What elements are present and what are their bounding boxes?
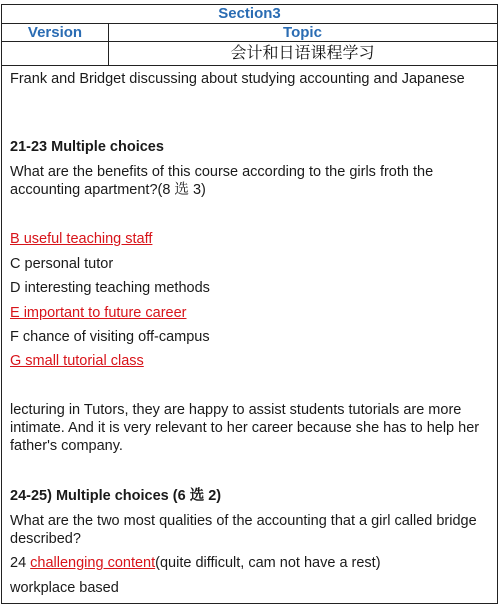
q2-answer-line-2: workplace based	[10, 580, 119, 596]
q2-line1-suffix: (quite difficult, cam not have a rest)	[155, 555, 381, 571]
option-b: B useful teaching staff	[10, 231, 153, 247]
topic-value: 会计和日语课程学习	[230, 45, 375, 62]
option-g: G small tutorial class	[10, 353, 144, 369]
q2-heading: 24-25) Multiple choices (6 选 2)	[10, 488, 222, 504]
option-e: E important to future career	[10, 305, 187, 321]
q2-answer-line-24	[10, 554, 492, 572]
version-label: Version	[2, 24, 108, 42]
topic-label: Topic	[108, 24, 497, 42]
section-title: Section3	[2, 5, 497, 24]
option-d: D interesting teaching methods	[10, 280, 210, 296]
topic-cell	[108, 23, 497, 65]
q1-question: What are the benefits of this course according to the girls froth the accounting apartment?(8 选 3)	[10, 164, 434, 198]
option-f: F chance of visiting off-campus	[10, 329, 210, 345]
version-topic-row	[2, 23, 497, 66]
option-c: C personal tutor	[10, 256, 114, 272]
q2-line1-answer: challenging content	[30, 555, 156, 571]
q1-heading: 21-23 Multiple choices	[10, 139, 164, 155]
version-cell	[2, 23, 109, 65]
q2-question: What are the two most qualities of the accounting that a girl called bridge described?	[10, 513, 477, 547]
answer-note: lecturing in Tutors, they are happy to assist students tutorials are more intimate. And it is very relevant to her career because she has to help her father's company.	[10, 402, 480, 454]
intro-text: Frank and Bridget discussing about studying accounting and Japanese	[10, 71, 465, 87]
q2-line1-prefix: 24	[10, 555, 31, 571]
document-sheet	[1, 4, 498, 604]
